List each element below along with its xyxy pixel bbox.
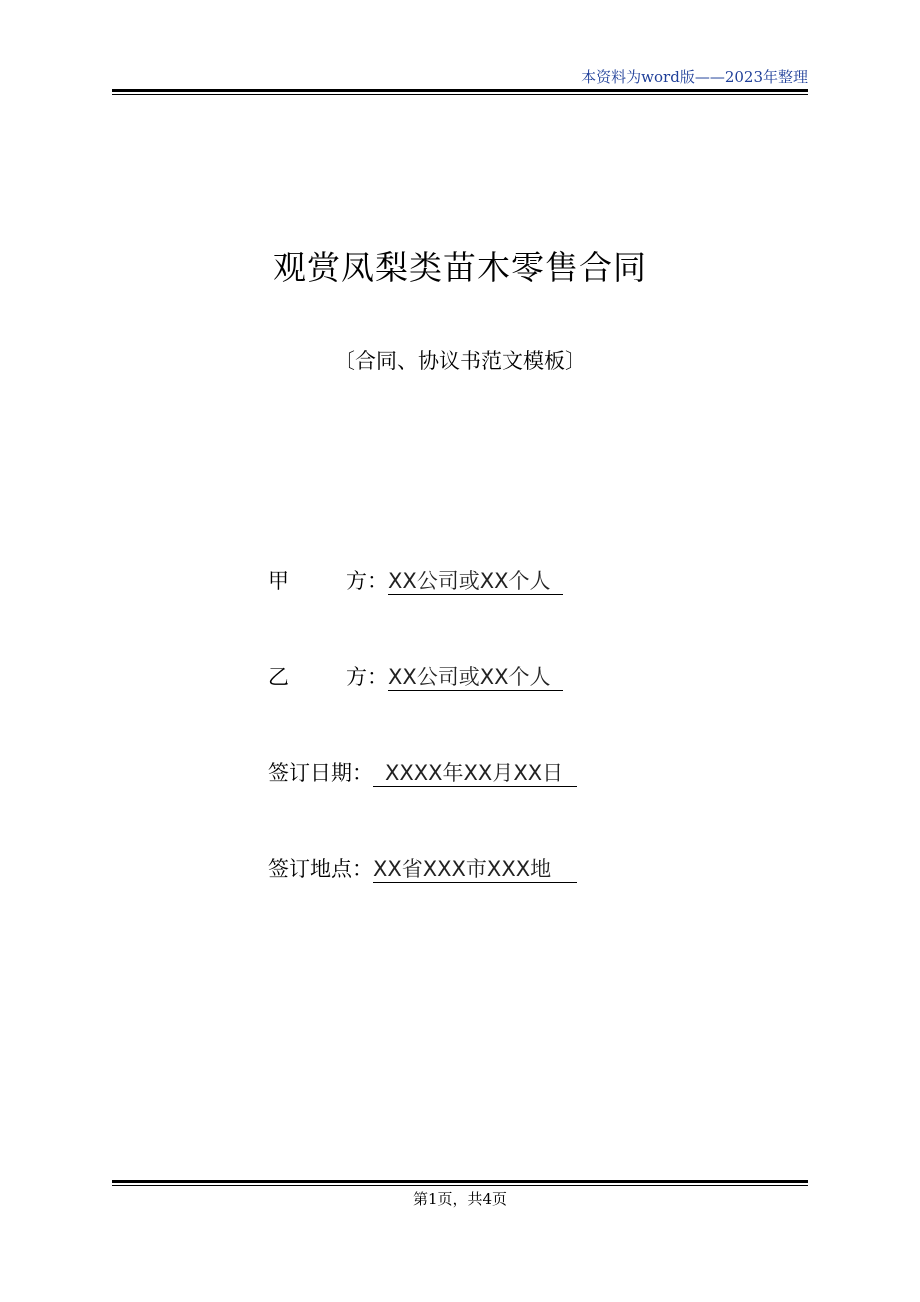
document-title: 观赏凤梨类苗木零售合同 (273, 248, 647, 287)
party-b-field (268, 661, 563, 691)
party-a-label-char2: 方： (346, 569, 388, 593)
header-rule (112, 89, 808, 95)
party-b-label-char2: 方： (346, 665, 388, 689)
party-a-label-char1: 甲 (268, 569, 289, 593)
document-subtitle: 〔合同、协议书范文模板〕 (334, 349, 586, 373)
party-a-label (268, 565, 388, 595)
party-a-field (268, 565, 563, 595)
sign-date-field (268, 757, 577, 787)
party-a-value: XX公司或XX个人 (388, 569, 563, 595)
page-number: 第1页，共4页 (412, 1190, 508, 1208)
sign-place-value: XX省XXX市XXX地 (373, 857, 577, 883)
party-b-label-char1: 乙 (268, 665, 289, 689)
sign-date-label: 签订日期： (268, 761, 373, 785)
header-note: 本资料为word版——2023年整理 (581, 68, 808, 86)
sign-place-label: 签订地点： (268, 857, 373, 881)
party-b-value: XX公司或XX个人 (388, 665, 563, 691)
sign-date-value: XXXX年XX月XX日 (373, 761, 577, 787)
sign-place-field (268, 853, 577, 883)
party-b-label (268, 661, 388, 691)
footer-rule (112, 1180, 808, 1186)
